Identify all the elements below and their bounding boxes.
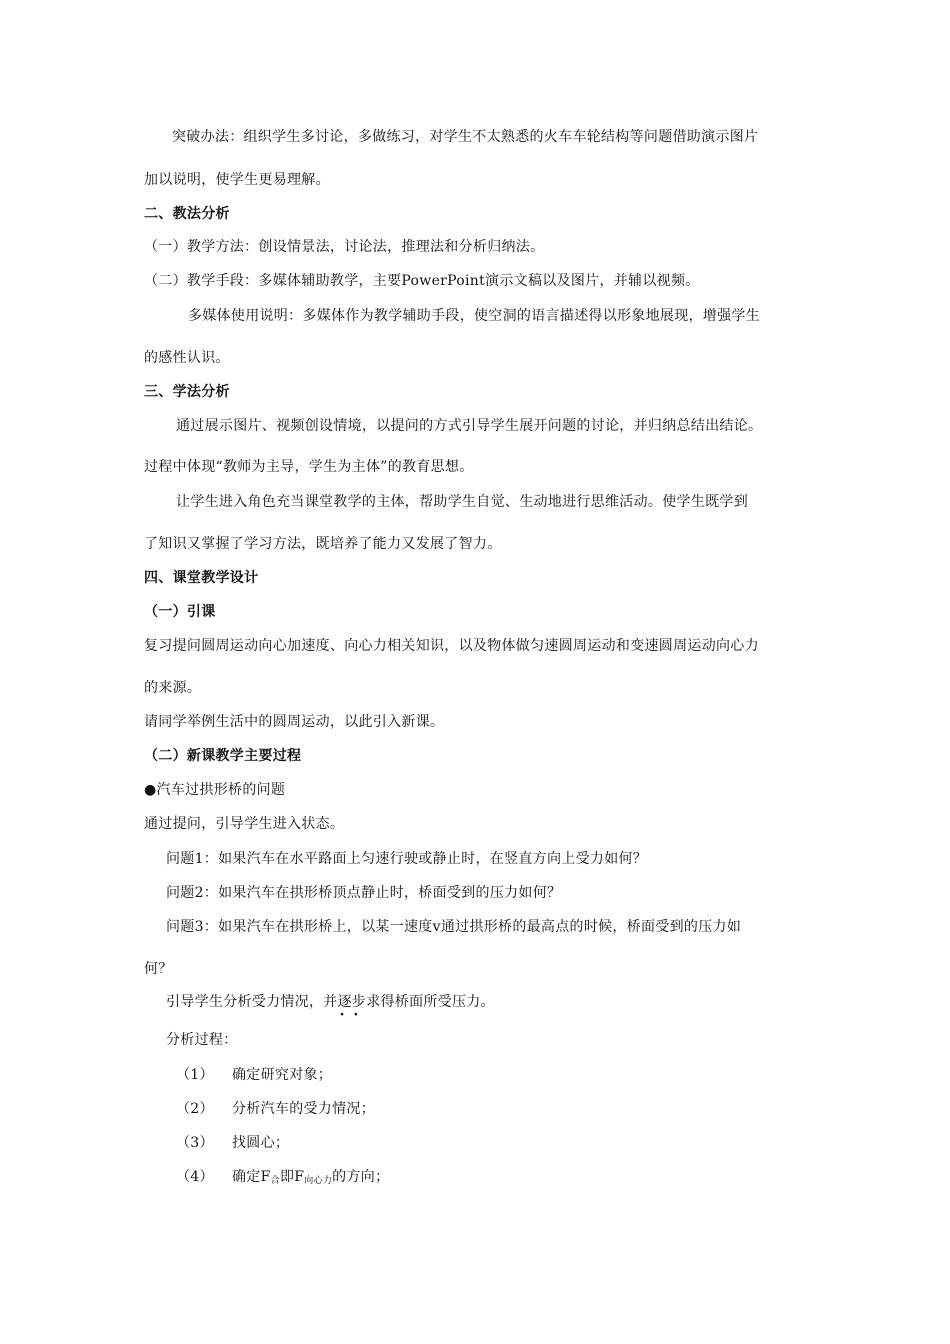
guide-text-post: 求得桥面所受压力。	[366, 994, 495, 1010]
subheading-lead-in: （一）引课	[144, 604, 216, 620]
learning-paragraph1-line1: 通过展示图片、视频创设情境，以提问的方式引导学生展开问题的讨论，并归纳总结出结论。	[176, 418, 763, 434]
lead-in-line1: 复习提问圆周运动向心加速度、向心力相关知识，以及物体做匀速圆周运动和变速圆周运动向心力	[144, 638, 759, 654]
step-text: 找圆心；	[232, 1135, 290, 1151]
step-number: （1）	[176, 1067, 214, 1083]
subheading-main-process: （二）新课教学主要过程	[144, 748, 302, 764]
step-text: 分析汽车的受力情况；	[232, 1101, 375, 1117]
learning-paragraph2-line2: 了知识又掌握了学习方法，既培养了能力又发展了智力。	[144, 536, 502, 552]
teaching-method-item: （一）教学方法：创设情景法，讨论法，推理法和分析归纳法。	[144, 239, 545, 255]
question-2: 问题2：如果汽车在拱形桥顶点静止时，桥面受到的压力如何？	[166, 885, 562, 901]
lead-in-line2: 的来源。	[144, 680, 202, 696]
media-usage-line2: 的感性认识。	[144, 350, 230, 366]
learning-paragraph1-line2: 过程中体现“教师为主导，学生为主体”的教育思想。	[144, 459, 474, 475]
step-number: （3）	[176, 1135, 214, 1151]
question-3-line2: 何？	[144, 961, 173, 977]
step-number: （2）	[176, 1101, 214, 1117]
paragraph-breakthrough-line2: 加以说明，使学生更易理解。	[144, 172, 330, 188]
subscript-centripetal: 向心力	[304, 1176, 333, 1186]
step-item	[176, 1134, 289, 1152]
step-text-b: 即F	[279, 1169, 305, 1185]
heading-classroom-design: 四、课堂教学设计	[144, 570, 259, 586]
guide-line	[166, 993, 495, 1011]
step-text: 确定研究对象；	[232, 1067, 333, 1083]
lead-in-line3: 请同学举例生活中的圆周运动，以此引入新课。	[144, 714, 445, 730]
step-item	[176, 1168, 389, 1190]
analysis-label: 分析过程：	[166, 1032, 238, 1048]
emphasis-dotted-text: 逐步 · ·	[338, 994, 367, 1010]
media-usage-line1: 多媒体使用说明：多媒体作为教学辅助手段，使空洞的语言描述得以形象地展现，增强学生	[188, 308, 760, 324]
question-1: 问题1：如果汽车在水平路面上匀速行驶或静止时，在竖直方向上受力如何？	[166, 851, 648, 867]
heading-learning-method-analysis: 三、学法分析	[144, 384, 230, 400]
learning-paragraph2-line1: 让学生进入角色充当课堂教学的主体，帮助学生自觉、生动地进行思维活动。使学生既学到	[176, 494, 748, 510]
question-3-line1: 问题3：如果汽车在拱形桥上，以某一速度v通过拱形桥的最高点的时候，桥面受到的压力如	[166, 919, 742, 935]
state-line: 通过提问，引导学生进入状态。	[144, 816, 345, 832]
guide-text-pre: 引导学生分析受力情况，并	[166, 994, 338, 1010]
step-text-a: 确定F	[232, 1169, 271, 1185]
step-item	[176, 1100, 375, 1118]
step-item	[176, 1066, 332, 1084]
step-number: （4）	[176, 1169, 214, 1185]
subscript-net: 合	[270, 1176, 280, 1186]
teaching-means-item: （二）教学手段：多媒体辅助教学，主要PowerPoint演示文稿以及图片，并辅以视频。	[144, 273, 700, 289]
heading-teaching-method-analysis: 二、教法分析	[144, 206, 230, 222]
paragraph-breakthrough-line1: 突破办法：组织学生多讨论，多做练习，对学生不太熟悉的火车车轮结构等问题借助演示图片	[172, 129, 759, 145]
bullet-arch-bridge: ●汽车过拱形桥的问题	[144, 782, 286, 798]
step-text-c: 的方向；	[332, 1169, 390, 1185]
